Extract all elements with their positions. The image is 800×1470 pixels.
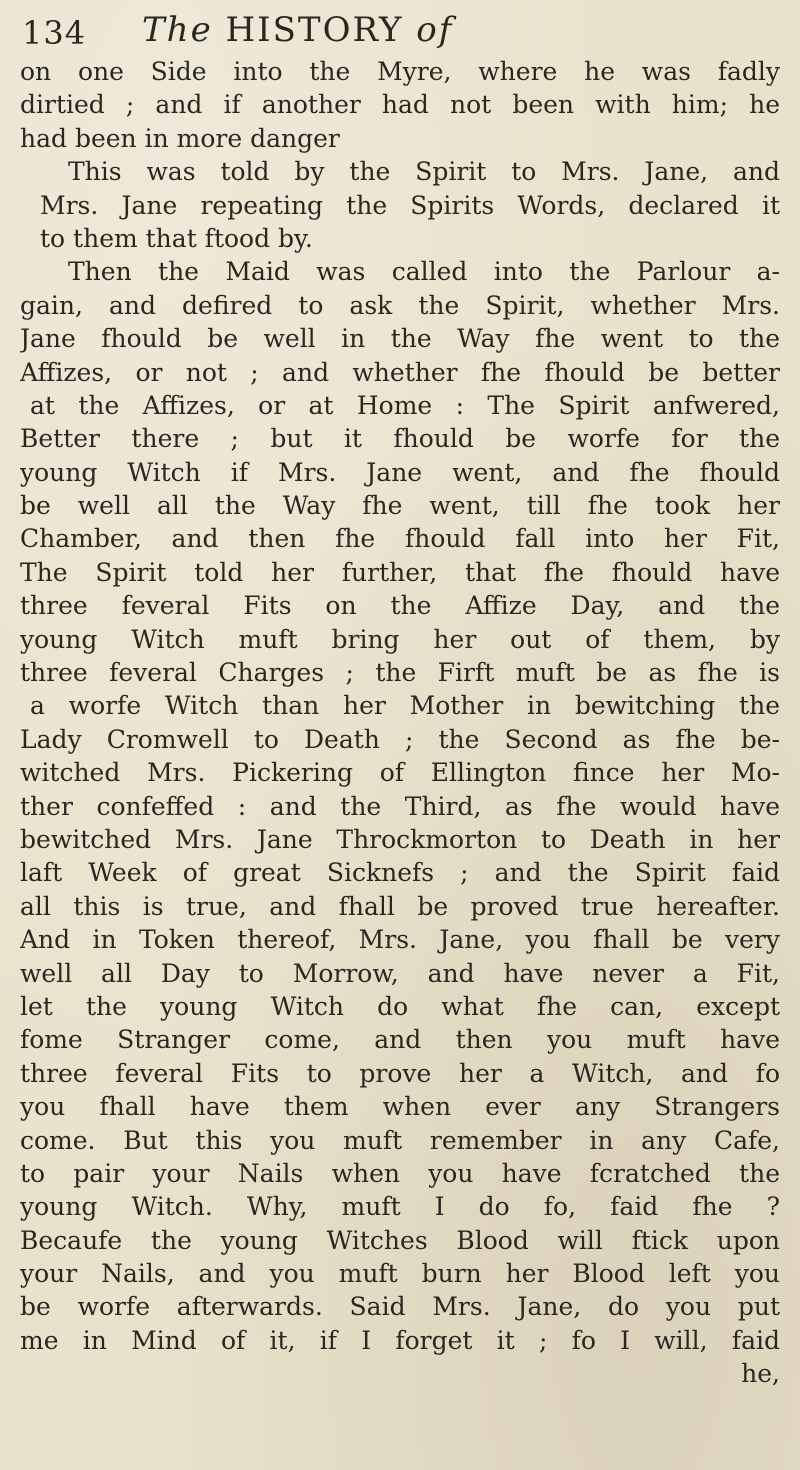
text-line: all this is true, and fhall be proved true hereafter. bbox=[20, 891, 780, 921]
text-line: Mrs. Jane repeating the Spirits Words, declared it bbox=[40, 190, 780, 220]
running-head-suffix: of bbox=[416, 10, 454, 50]
text-line: And in Token thereof, Mrs. Jane, you fhall be very bbox=[20, 925, 780, 955]
text-line: young Witch if Mrs. Jane went, and fhe fhould bbox=[20, 457, 780, 487]
text-line: you fhall have them when ever any Strangers bbox=[20, 1092, 780, 1122]
text-line: Chamber, and then fhe fhould fall into her Fit, bbox=[20, 524, 780, 554]
text-line: witched Mrs. Pickering of Ellington fince her Mo- bbox=[20, 758, 780, 788]
text-line: three feveral Charges ; the Firft muft be as fhe is bbox=[20, 658, 780, 688]
text-line: young Witch. Why, muft I do fo, faid fhe ? bbox=[20, 1192, 780, 1222]
text-line: ther confeffed : and the Third, as fhe would have bbox=[20, 791, 780, 821]
text-line: well all Day to Morrow, and have never a Fit, bbox=[20, 958, 780, 988]
text-line: at the Affizes, or at Home : The Spirit anfwered, bbox=[30, 390, 780, 420]
text-line: Better there ; but it fhould be worfe for the bbox=[20, 424, 780, 454]
text-line: laft Week of great Sicknefs ; and the Spirit faid bbox=[20, 858, 780, 888]
text-line: Becaufe the young Witches Blood will ftick upon bbox=[20, 1225, 780, 1255]
text-line: your Nails, and you muft burn her Blood left you bbox=[20, 1259, 780, 1289]
text-line: Affizes, or not ; and whether fhe fhould be better bbox=[20, 357, 780, 387]
running-head bbox=[142, 10, 453, 50]
text-line: Jane fhould be well in the Way fhe went to the bbox=[20, 324, 780, 354]
text-line: be well all the Way fhe went, till fhe took her bbox=[20, 491, 780, 521]
text-line: let the young Witch do what fhe can, except bbox=[20, 991, 780, 1021]
body-text bbox=[20, 55, 780, 1391]
text-line: Then the Maid was called into the Parlour a- bbox=[68, 257, 780, 287]
text-line: to them that ftood by. bbox=[40, 223, 313, 253]
page-header bbox=[20, 10, 780, 50]
text-line: he, bbox=[741, 1359, 780, 1389]
text-line: me in Mind of it, if I forget it ; fo I will, faid bbox=[20, 1325, 780, 1355]
text-line: a worfe Witch than her Mother in bewitching the bbox=[30, 691, 780, 721]
text-line: bewitched Mrs. Jane Throckmorton to Death in her bbox=[20, 824, 780, 854]
text-line: come. But this you muft remember in any Cafe, bbox=[20, 1125, 780, 1155]
text-line: fome Stranger come, and then you muft have bbox=[20, 1025, 780, 1055]
text-line: gain, and defired to ask the Spirit, whether Mrs. bbox=[20, 290, 780, 320]
text-line: three feveral Fits to prove her a Witch, and fo bbox=[20, 1058, 780, 1088]
running-head-title: HISTORY bbox=[225, 10, 404, 50]
text-line: be worfe afterwards. Said Mrs. Jane, do you put bbox=[20, 1292, 780, 1322]
text-line: had been in more danger bbox=[20, 123, 340, 153]
text-line: Lady Cromwell to Death ; the Second as fhe be- bbox=[20, 724, 780, 754]
text-line: to pair your Nails when you have fcratched the bbox=[20, 1158, 780, 1188]
text-line: young Witch muft bring her out of them, by bbox=[20, 624, 780, 654]
text-line: This was told by the Spirit to Mrs. Jane, and bbox=[68, 157, 780, 187]
text-line: The Spirit told her further, that fhe fhould have bbox=[20, 557, 780, 587]
page-number: 134 bbox=[22, 14, 87, 52]
text-line: three feveral Fits on the Affize Day, and the bbox=[20, 591, 780, 621]
running-head-prefix: The bbox=[142, 10, 213, 50]
text-line: on one Side into the Myre, where he was fadly bbox=[20, 57, 780, 86]
text-line: dirtied ; and if another had not been with him; he bbox=[20, 90, 780, 120]
